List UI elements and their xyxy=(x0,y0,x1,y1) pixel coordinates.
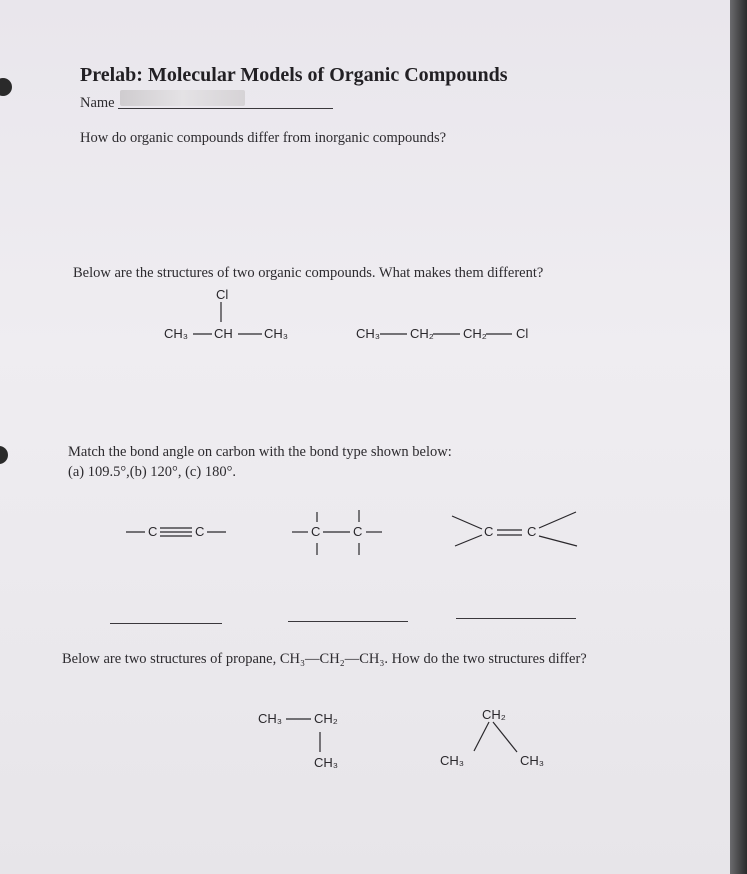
propane2-ch3-left: CH₃ xyxy=(440,753,465,768)
single-bond-carbon-1: C xyxy=(311,524,321,539)
chlorine-substituent: Cl xyxy=(216,287,229,302)
question-3-line1: Match the bond angle on carbon with the bond type shown below: xyxy=(68,444,452,460)
double-c2-upper xyxy=(539,512,576,528)
compound2-ch2-b: CH₂ xyxy=(463,326,487,341)
propane2-ch2-top: CH₂ xyxy=(482,707,506,722)
triple-bond-carbon-1: C xyxy=(148,524,158,539)
methyl-right: CH₃ xyxy=(264,326,289,341)
propane2-bond-left xyxy=(474,722,489,751)
propane2-bond-right xyxy=(493,722,517,752)
triple-bond-carbon-2: C xyxy=(195,524,205,539)
question-4: Below are two structures of propane, CH₃—CH₂—CH₃. How do the two structures differ? xyxy=(62,651,587,667)
propane1-ch3-bottom: CH₃ xyxy=(314,755,339,770)
double-c2-lower xyxy=(539,536,577,546)
compound2-cl: Cl xyxy=(516,326,529,341)
propane2-ch3-right: CH₃ xyxy=(520,753,545,768)
methine-center: CH xyxy=(214,326,233,341)
compound2-ch3: CH₃ xyxy=(356,326,381,341)
question-2: Below are the structures of two organic compounds. What makes them different? xyxy=(73,265,544,281)
double-c1-upper xyxy=(452,516,482,529)
double-c1-lower xyxy=(455,535,482,546)
methyl-left: CH₃ xyxy=(164,326,189,341)
compound2-ch2-a: CH₂ xyxy=(410,326,434,341)
name-label: Name xyxy=(80,95,115,111)
question-3-line2: (a) 109.5°,(b) 120°, (c) 180°. xyxy=(68,464,236,480)
propane1-ch3-left: CH₃ xyxy=(258,711,283,726)
page-title: Prelab: Molecular Models of Organic Compounds xyxy=(80,64,508,86)
single-bond-carbon-2: C xyxy=(353,524,363,539)
question-1: How do organic compounds differ from inorganic compounds? xyxy=(80,130,447,146)
double-bond-carbon-1: C xyxy=(484,524,494,539)
double-bond-carbon-2: C xyxy=(527,524,537,539)
propane1-ch2: CH₂ xyxy=(314,711,338,726)
